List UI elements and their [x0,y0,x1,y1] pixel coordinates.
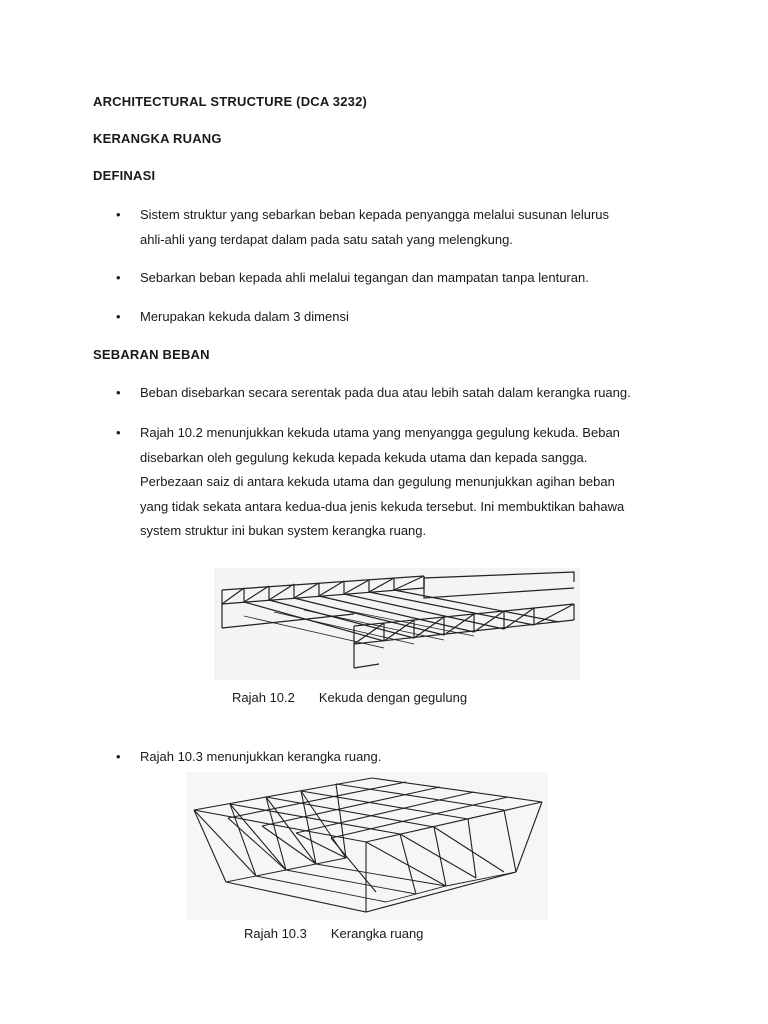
bullet-marker: • [116,425,121,440]
bullet-text-line: system struktur ini bukan system kerangka ruang. [140,523,427,538]
bullet-marker: • [116,207,121,222]
bullet-text-line: Perbezaan saiz di antara kekuda utama dan gegulung menunjukkan agihan beban [140,474,615,489]
figure-10-2-caption [232,690,467,705]
bullet-text-line: Sistem struktur yang sebarkan beban kepada penyangga melalui susunan lelurus [140,207,610,222]
bullet-text-line: Merupakan kekuda dalam 3 dimensi [140,309,349,324]
figure-10-3-caption [244,926,423,941]
course-title: ARCHITECTURAL STRUCTURE (DCA 3232) [93,94,368,109]
bullet-text-line: Beban disebarkan secara serentak pada dua atau lebih satah dalam kerangka ruang. [140,385,631,400]
bullet-marker: • [116,270,121,285]
bullet-text-line: disebarkan oleh gegulung kekuda kepada kekuda utama dan kepada sangga. [140,449,588,465]
bullet-marker: • [116,309,121,324]
bullet-marker: • [116,385,121,400]
definition-heading: DEFINASI [93,168,156,183]
topic-title: KERANGKA RUANG [93,131,222,146]
figure-label: Rajah 10.3 [244,926,307,941]
bullet-text-line: Rajah 10.2 menunjukkan kekuda utama yang menyangga gegulung kekuda. Beban [140,425,620,440]
bullet-text-line: yang tidak sekata antara kedua-dua jenis kekuda tersebut. Ini membuktikan bahawa [140,498,625,514]
load-heading: SEBARAN BEBAN [93,347,210,362]
figure-label: Rajah 10.2 [232,690,295,705]
figure-caption-text: Kerangka ruang [330,926,424,941]
bullet-marker: • [116,749,121,764]
truss-with-purlins-figure [214,568,580,680]
space-frame-figure [186,772,548,920]
figure-caption-text: Kekuda dengan gegulung [318,690,468,705]
bullet-text-line: Rajah 10.3 menunjukkan kerangka ruang. [140,749,382,764]
bullet-text-line: ahli-ahli yang terdapat dalam pada satu satah yang melengkung. [140,231,513,247]
bullet-text-line: Sebarkan beban kepada ahli melalui tegangan dan mampatan tanpa lenturan. [140,270,589,285]
